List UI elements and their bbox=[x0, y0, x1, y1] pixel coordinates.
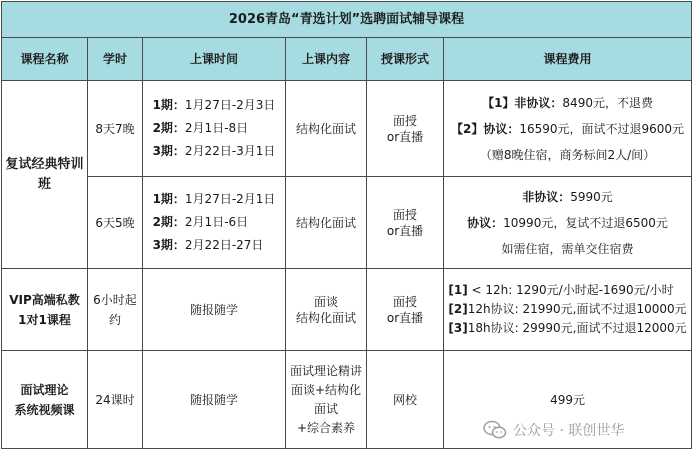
course3-fee: 499元 bbox=[444, 351, 692, 449]
course1a-fee: 【1】非协议：8490元，不退费 【2】协议：16590元，面试不过退9600元 （赠8晚住宿，商务标间2人/间） bbox=[444, 81, 692, 177]
wechat-icon bbox=[483, 420, 507, 440]
period-item: 3期：2月22日-3月1日 bbox=[152, 144, 276, 158]
period-item: 2期：2月1日-8日 bbox=[152, 121, 249, 135]
header-course-name: 课程名称 bbox=[2, 38, 88, 81]
table-title: 2026青岛“青选计划”选聘面试辅导课程 bbox=[2, 2, 692, 38]
header-content: 上课内容 bbox=[286, 38, 367, 81]
course2-mode: 面授 or直播 bbox=[367, 269, 444, 351]
course1b-time bbox=[143, 177, 286, 269]
header-mode: 授课形式 bbox=[367, 38, 444, 81]
course2-time: 随报随学 bbox=[143, 269, 286, 351]
table-row bbox=[2, 177, 692, 269]
table-row bbox=[2, 81, 692, 177]
course2-fee: [1] < 12h: 1290元/小时起-1690元/小时 [2]12h协议: 21990元,面试不过退10000元 [3]18h协议: 29990元,面试不过退12000元 bbox=[444, 269, 692, 351]
header-time: 上课时间 bbox=[143, 38, 286, 81]
header-hours: 学时 bbox=[88, 38, 143, 81]
course3-mode: 网校 bbox=[367, 351, 444, 449]
course1a-time bbox=[143, 81, 286, 177]
period-item: 1期：1月27日-2月3日 bbox=[152, 98, 276, 112]
watermark-text: 公众号 · 联创世华 bbox=[513, 423, 625, 439]
course1b-mode: 面授 or直播 bbox=[367, 177, 444, 269]
course3-hours: 24课时 bbox=[88, 351, 143, 449]
title-row bbox=[2, 2, 692, 38]
course2-content: 面谈 结构化面试 bbox=[286, 269, 367, 351]
course3-time: 随报随学 bbox=[143, 351, 286, 449]
course2-hours: 6小时起 约 bbox=[88, 269, 143, 351]
course-table bbox=[1, 1, 692, 449]
course1a-hours: 8天7晚 bbox=[88, 81, 143, 177]
header-row bbox=[2, 38, 692, 81]
course3-content: 面试理论精讲 面谈+结构化 面试 +综合素养 bbox=[286, 351, 367, 449]
course1-name bbox=[2, 81, 88, 269]
course3-name: 面试理论 系统视频课 bbox=[2, 351, 88, 449]
course1b-hours: 6天5晚 bbox=[88, 177, 143, 269]
watermark bbox=[483, 418, 624, 442]
course2-name: VIP高端私教 1对1课程 bbox=[2, 269, 88, 351]
period-item: 1期：1月27日-2月1日 bbox=[152, 192, 276, 206]
table-row bbox=[2, 269, 692, 351]
course1-name-text: 复试经典特训班 bbox=[5, 156, 84, 192]
course1b-content: 结构化面试 bbox=[286, 177, 367, 269]
course1a-mode: 面授 or直播 bbox=[367, 81, 444, 177]
course1a-content: 结构化面试 bbox=[286, 81, 367, 177]
course1b-fee: 非协议：5990元 协议：10990元，复试不过退6500元 如需住宿，需单交住宿费 bbox=[444, 177, 692, 269]
header-fee: 课程费用 bbox=[444, 38, 692, 81]
period-item: 3期：2月22日-27日 bbox=[152, 238, 264, 252]
period-item: 2期：2月1日-6日 bbox=[152, 215, 249, 229]
